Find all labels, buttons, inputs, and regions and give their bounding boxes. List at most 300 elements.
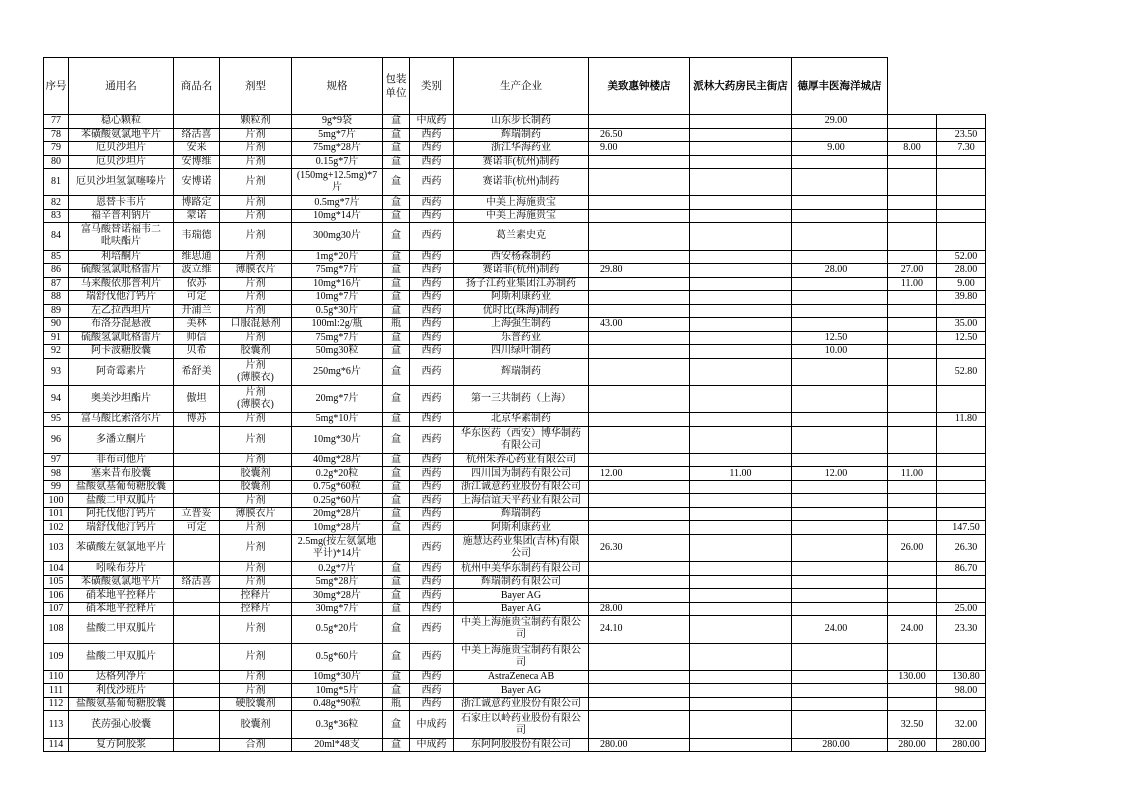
cell-manufacturer: 阿斯利康药业 — [454, 291, 589, 305]
cell-dosage-form: 片剂 — [220, 250, 292, 264]
cell-dosage-form: 薄膜衣片 — [220, 507, 292, 521]
cell-price-pailin-minzhujie — [690, 616, 792, 643]
cell-row-number: 81 — [44, 169, 69, 196]
cell-price-dehoufeng-haiyangcheng — [792, 494, 888, 508]
cell-package-unit: 盒 — [383, 738, 410, 752]
cell-manufacturer: 石家庄以岭药业股份有限公 司 — [454, 711, 589, 738]
cell-package-unit: 盒 — [383, 128, 410, 142]
cell-specification: 75mg*7片 — [292, 264, 383, 278]
cell-category: 西药 — [410, 385, 454, 412]
cell-price-dehoufeng-haiyangcheng — [792, 413, 888, 427]
cell-package-unit: 盒 — [383, 169, 410, 196]
cell-price-col-12 — [888, 155, 937, 169]
cell-price-col-13 — [937, 304, 986, 318]
cell-package-unit: 盒 — [383, 711, 410, 738]
cell-price-pailin-minzhujie — [690, 697, 792, 711]
table-row — [44, 196, 986, 210]
cell-specification: 10mg*14片 — [292, 209, 383, 223]
cell-brand-name: 贝希 — [174, 345, 220, 359]
cell-generic-name: 硝苯地平控释片 — [69, 602, 174, 616]
cell-category: 西药 — [410, 291, 454, 305]
cell-package-unit: 瓶 — [383, 318, 410, 332]
cell-price-pailin-minzhujie — [690, 169, 792, 196]
cell-package-unit: 盒 — [383, 616, 410, 643]
cell-price-meizhihui-zhonglou — [589, 670, 690, 684]
cell-price-dehoufeng-haiyangcheng — [792, 304, 888, 318]
cell-generic-name: 非布司他片 — [69, 453, 174, 467]
header-category: 类别 — [410, 58, 454, 115]
cell-brand-name: 依苏 — [174, 277, 220, 291]
cell-price-dehoufeng-haiyangcheng — [792, 169, 888, 196]
cell-price-meizhihui-zhonglou — [589, 115, 690, 129]
cell-brand-name: 蒙诺 — [174, 209, 220, 223]
cell-generic-name: 利伐沙班片 — [69, 684, 174, 698]
cell-brand-name: 安博维 — [174, 155, 220, 169]
cell-price-col-12 — [888, 385, 937, 412]
cell-generic-name: 硫酸氢氯吡格雷片 — [69, 331, 174, 345]
cell-manufacturer: Bayer AG — [454, 684, 589, 698]
cell-price-meizhihui-zhonglou: 280.00 — [589, 738, 690, 752]
cell-package-unit: 盒 — [383, 385, 410, 412]
cell-manufacturer: 四川绿叶制药 — [454, 345, 589, 359]
cell-price-pailin-minzhujie — [690, 562, 792, 576]
cell-price-meizhihui-zhonglou — [589, 711, 690, 738]
cell-row-number: 95 — [44, 413, 69, 427]
cell-generic-name: 芪苈强心胶囊 — [69, 711, 174, 738]
table-row — [44, 264, 986, 278]
cell-price-col-13 — [937, 426, 986, 453]
cell-package-unit: 盒 — [383, 413, 410, 427]
cell-manufacturer: 葛兰素史克 — [454, 223, 589, 250]
table-row — [44, 562, 986, 576]
cell-price-col-13: 130.80 — [937, 670, 986, 684]
cell-price-dehoufeng-haiyangcheng — [792, 277, 888, 291]
cell-price-pailin-minzhujie — [690, 507, 792, 521]
cell-manufacturer: 西安杨森制药 — [454, 250, 589, 264]
table-row — [44, 155, 986, 169]
cell-generic-name: 厄贝沙坦氢氯噻嗪片 — [69, 169, 174, 196]
cell-package-unit: 盒 — [383, 453, 410, 467]
cell-brand-name — [174, 602, 220, 616]
cell-dosage-form: 片剂 — [220, 575, 292, 589]
cell-package-unit — [383, 534, 410, 561]
cell-specification: 0.5g*30片 — [292, 304, 383, 318]
cell-row-number: 91 — [44, 331, 69, 345]
cell-price-pailin-minzhujie — [690, 494, 792, 508]
cell-generic-name: 左乙拉西坦片 — [69, 304, 174, 318]
cell-package-unit: 盒 — [383, 223, 410, 250]
cell-dosage-form: 片剂 — [220, 413, 292, 427]
cell-manufacturer: 辉瑞制药 — [454, 128, 589, 142]
cell-price-dehoufeng-haiyangcheng — [792, 711, 888, 738]
cell-manufacturer: 扬子江药业集团江苏制药 — [454, 277, 589, 291]
cell-brand-name: 可定 — [174, 521, 220, 535]
cell-category: 西药 — [410, 684, 454, 698]
table-row — [44, 169, 986, 196]
cell-brand-name — [174, 616, 220, 643]
cell-brand-name — [174, 115, 220, 129]
cell-generic-name: 阿卡波糖胶囊 — [69, 345, 174, 359]
cell-price-dehoufeng-haiyangcheng: 9.00 — [792, 142, 888, 156]
cell-manufacturer: 赛诺菲(杭州)制药 — [454, 155, 589, 169]
cell-row-number: 109 — [44, 643, 69, 670]
cell-price-meizhihui-zhonglou — [589, 385, 690, 412]
cell-price-pailin-minzhujie — [690, 738, 792, 752]
cell-price-meizhihui-zhonglou — [589, 589, 690, 603]
cell-specification: 10mg*5片 — [292, 684, 383, 698]
cell-package-unit: 盒 — [383, 602, 410, 616]
cell-generic-name: 利培酮片 — [69, 250, 174, 264]
cell-dosage-form: 片剂 — [220, 331, 292, 345]
cell-price-dehoufeng-haiyangcheng — [792, 562, 888, 576]
cell-category: 西药 — [410, 589, 454, 603]
cell-specification: 0.5g*60片 — [292, 643, 383, 670]
cell-specification: 0.15g*7片 — [292, 155, 383, 169]
cell-row-number: 94 — [44, 385, 69, 412]
cell-dosage-form: 控释片 — [220, 602, 292, 616]
table-row — [44, 575, 986, 589]
cell-price-meizhihui-zhonglou — [589, 575, 690, 589]
cell-price-meizhihui-zhonglou — [589, 453, 690, 467]
table-row — [44, 128, 986, 142]
cell-price-meizhihui-zhonglou — [589, 331, 690, 345]
cell-price-col-13: 9.00 — [937, 277, 986, 291]
table-row — [44, 209, 986, 223]
cell-category: 西药 — [410, 277, 454, 291]
cell-specification: 10mg*30片 — [292, 670, 383, 684]
cell-row-number: 101 — [44, 507, 69, 521]
cell-price-meizhihui-zhonglou — [589, 223, 690, 250]
cell-dosage-form: 胶囊剂 — [220, 480, 292, 494]
cell-price-dehoufeng-haiyangcheng — [792, 575, 888, 589]
cell-row-number: 102 — [44, 521, 69, 535]
cell-specification: 20mg*7片 — [292, 385, 383, 412]
cell-price-col-13: 52.80 — [937, 358, 986, 385]
cell-brand-name — [174, 589, 220, 603]
cell-specification: 0.48g*90粒 — [292, 697, 383, 711]
cell-row-number: 88 — [44, 291, 69, 305]
cell-specification: 300mg30片 — [292, 223, 383, 250]
cell-price-pailin-minzhujie — [690, 209, 792, 223]
cell-price-col-13: 11.80 — [937, 413, 986, 427]
cell-manufacturer: 东阿阿胶股份有限公司 — [454, 738, 589, 752]
header-store-meizhihui-zhonglou: 美致惠钟楼店 — [589, 58, 690, 115]
cell-dosage-form: 片剂 — [220, 643, 292, 670]
cell-price-meizhihui-zhonglou: 26.50 — [589, 128, 690, 142]
cell-price-dehoufeng-haiyangcheng — [792, 318, 888, 332]
cell-generic-name: 布洛芬混悬液 — [69, 318, 174, 332]
cell-dosage-form: 片剂 — [220, 534, 292, 561]
cell-category: 西药 — [410, 358, 454, 385]
cell-price-meizhihui-zhonglou — [589, 494, 690, 508]
cell-price-meizhihui-zhonglou — [589, 643, 690, 670]
cell-category: 中成药 — [410, 738, 454, 752]
cell-specification: 1mg*20片 — [292, 250, 383, 264]
cell-manufacturer: 中美上海施贵宝 — [454, 209, 589, 223]
cell-price-meizhihui-zhonglou — [589, 521, 690, 535]
cell-price-col-13: 52.00 — [937, 250, 986, 264]
cell-specification: 2.5mg(按左氨氯地 平计)*14片 — [292, 534, 383, 561]
cell-price-meizhihui-zhonglou: 12.00 — [589, 467, 690, 481]
cell-manufacturer: 乐普药业 — [454, 331, 589, 345]
cell-brand-name — [174, 711, 220, 738]
cell-price-col-12: 8.00 — [888, 142, 937, 156]
cell-category: 西药 — [410, 345, 454, 359]
cell-row-number: 114 — [44, 738, 69, 752]
cell-row-number: 89 — [44, 304, 69, 318]
cell-manufacturer: 施慧达药业集团(吉林)有限 公司 — [454, 534, 589, 561]
cell-brand-name — [174, 453, 220, 467]
cell-price-dehoufeng-haiyangcheng — [792, 697, 888, 711]
cell-price-pailin-minzhujie: 11.00 — [690, 467, 792, 481]
cell-package-unit: 盒 — [383, 575, 410, 589]
cell-brand-name: 络活喜 — [174, 128, 220, 142]
cell-generic-name: 盐酸二甲双胍片 — [69, 494, 174, 508]
cell-row-number: 79 — [44, 142, 69, 156]
cell-dosage-form: 胶囊剂 — [220, 711, 292, 738]
cell-price-col-12 — [888, 426, 937, 453]
cell-specification: 0.75g*60粒 — [292, 480, 383, 494]
cell-category: 西药 — [410, 697, 454, 711]
header-manufacturer: 生产企业 — [454, 58, 589, 115]
cell-dosage-form: 片剂 — [220, 684, 292, 698]
cell-price-dehoufeng-haiyangcheng — [792, 507, 888, 521]
cell-dosage-form: 片剂 — [220, 291, 292, 305]
cell-row-number: 103 — [44, 534, 69, 561]
cell-specification: 100ml:2g/瓶 — [292, 318, 383, 332]
cell-specification: 20mg*28片 — [292, 507, 383, 521]
cell-dosage-form: 片剂 — [220, 223, 292, 250]
cell-specification: 250mg*6片 — [292, 358, 383, 385]
cell-dosage-form: 片剂 — [220, 670, 292, 684]
cell-price-col-12 — [888, 589, 937, 603]
cell-price-dehoufeng-haiyangcheng — [792, 521, 888, 535]
cell-price-dehoufeng-haiyangcheng — [792, 291, 888, 305]
table-row — [44, 115, 986, 129]
cell-manufacturer: 中美上海施贵宝制药有限公 司 — [454, 616, 589, 643]
cell-dosage-form: 片剂 (薄膜衣) — [220, 385, 292, 412]
cell-price-col-12 — [888, 169, 937, 196]
cell-row-number: 98 — [44, 467, 69, 481]
cell-category: 西药 — [410, 413, 454, 427]
cell-package-unit: 盒 — [383, 480, 410, 494]
cell-manufacturer: 浙江诚意药业股份有限公司 — [454, 480, 589, 494]
table-row — [44, 453, 986, 467]
cell-price-col-12 — [888, 413, 937, 427]
cell-category: 西药 — [410, 494, 454, 508]
cell-price-meizhihui-zhonglou — [589, 697, 690, 711]
table-row — [44, 358, 986, 385]
cell-price-dehoufeng-haiyangcheng — [792, 358, 888, 385]
cell-price-dehoufeng-haiyangcheng — [792, 480, 888, 494]
cell-price-dehoufeng-haiyangcheng — [792, 684, 888, 698]
cell-specification: 0.25g*60片 — [292, 494, 383, 508]
cell-price-col-12: 26.00 — [888, 534, 937, 561]
cell-package-unit: 盒 — [383, 155, 410, 169]
table-row — [44, 711, 986, 738]
cell-dosage-form: 薄膜衣片 — [220, 264, 292, 278]
cell-category: 西药 — [410, 467, 454, 481]
cell-price-pailin-minzhujie — [690, 602, 792, 616]
cell-price-dehoufeng-haiyangcheng — [792, 155, 888, 169]
cell-brand-name: 安来 — [174, 142, 220, 156]
cell-price-pailin-minzhujie — [690, 589, 792, 603]
cell-specification: 5mg*10片 — [292, 413, 383, 427]
cell-price-dehoufeng-haiyangcheng: 12.00 — [792, 467, 888, 481]
cell-category: 西药 — [410, 453, 454, 467]
cell-price-col-12: 27.00 — [888, 264, 937, 278]
cell-row-number: 111 — [44, 684, 69, 698]
cell-brand-name: 波立维 — [174, 264, 220, 278]
cell-generic-name: 马来酸依那普利片 — [69, 277, 174, 291]
cell-package-unit: 盒 — [383, 196, 410, 210]
cell-price-col-13 — [937, 209, 986, 223]
table-row — [44, 223, 986, 250]
cell-price-col-13 — [937, 115, 986, 129]
cell-price-col-12: 130.00 — [888, 670, 937, 684]
cell-price-meizhihui-zhonglou — [589, 426, 690, 453]
cell-manufacturer: 阿斯利康药业 — [454, 521, 589, 535]
cell-row-number: 110 — [44, 670, 69, 684]
cell-package-unit: 盒 — [383, 358, 410, 385]
cell-package-unit: 盒 — [383, 291, 410, 305]
cell-price-meizhihui-zhonglou: 43.00 — [589, 318, 690, 332]
cell-price-pailin-minzhujie — [690, 521, 792, 535]
cell-price-col-13 — [937, 169, 986, 196]
cell-price-col-13 — [937, 643, 986, 670]
cell-price-col-12 — [888, 643, 937, 670]
cell-generic-name: 复方阿胶浆 — [69, 738, 174, 752]
cell-price-col-12 — [888, 602, 937, 616]
table-row — [44, 318, 986, 332]
cell-generic-name: 苯磺酸氨氯地平片 — [69, 128, 174, 142]
header-row — [44, 58, 986, 115]
table-row — [44, 738, 986, 752]
cell-price-pailin-minzhujie — [690, 318, 792, 332]
cell-specification: 5mg*28片 — [292, 575, 383, 589]
cell-generic-name: 福辛普利钠片 — [69, 209, 174, 223]
cell-dosage-form: 片剂 — [220, 277, 292, 291]
cell-price-pailin-minzhujie — [690, 684, 792, 698]
cell-price-col-12: 24.00 — [888, 616, 937, 643]
header-store-dehoufeng-haiyangcheng: 德厚丰医海洋城店 — [792, 58, 888, 115]
cell-price-col-13: 7.30 — [937, 142, 986, 156]
cell-package-unit: 盒 — [383, 331, 410, 345]
cell-generic-name: 吲哚布芬片 — [69, 562, 174, 576]
cell-brand-name: 开浦兰 — [174, 304, 220, 318]
cell-price-meizhihui-zhonglou: 26.30 — [589, 534, 690, 561]
table-row — [44, 304, 986, 318]
cell-price-dehoufeng-haiyangcheng: 10.00 — [792, 345, 888, 359]
table-row — [44, 250, 986, 264]
cell-category: 西药 — [410, 670, 454, 684]
cell-dosage-form: 控释片 — [220, 589, 292, 603]
cell-price-col-12 — [888, 453, 937, 467]
cell-row-number: 99 — [44, 480, 69, 494]
cell-brand-name: 维思通 — [174, 250, 220, 264]
cell-specification: (150mg+12.5mg)*7 片 — [292, 169, 383, 196]
cell-row-number: 105 — [44, 575, 69, 589]
cell-price-dehoufeng-haiyangcheng — [792, 128, 888, 142]
cell-brand-name — [174, 738, 220, 752]
cell-price-meizhihui-zhonglou — [589, 250, 690, 264]
cell-price-meizhihui-zhonglou: 24.10 — [589, 616, 690, 643]
cell-category: 西药 — [410, 480, 454, 494]
cell-package-unit: 盒 — [383, 115, 410, 129]
cell-package-unit: 瓶 — [383, 697, 410, 711]
cell-package-unit: 盒 — [383, 589, 410, 603]
cell-price-col-12 — [888, 494, 937, 508]
cell-category: 中成药 — [410, 711, 454, 738]
cell-category: 西药 — [410, 426, 454, 453]
cell-price-col-12 — [888, 358, 937, 385]
cell-dosage-form: 口服混悬剂 — [220, 318, 292, 332]
cell-price-dehoufeng-haiyangcheng: 29.00 — [792, 115, 888, 129]
cell-generic-name: 硫酸氢氯吡格雷片 — [69, 264, 174, 278]
cell-price-meizhihui-zhonglou — [589, 562, 690, 576]
cell-price-pailin-minzhujie — [690, 196, 792, 210]
cell-specification: 75mg*7片 — [292, 331, 383, 345]
cell-dosage-form: 片剂 — [220, 494, 292, 508]
cell-price-col-13 — [937, 223, 986, 250]
cell-category: 西药 — [410, 250, 454, 264]
cell-package-unit: 盒 — [383, 562, 410, 576]
cell-package-unit: 盒 — [383, 304, 410, 318]
cell-brand-name: 博路定 — [174, 196, 220, 210]
cell-category: 西药 — [410, 142, 454, 156]
table-row — [44, 385, 986, 412]
header-row-number: 序号 — [44, 58, 69, 115]
cell-specification: 40mg*28片 — [292, 453, 383, 467]
header-blank-13 — [937, 58, 986, 115]
cell-generic-name: 盐酸二甲双胍片 — [69, 616, 174, 643]
cell-price-col-13: 147.50 — [937, 521, 986, 535]
cell-brand-name: 韦瑞德 — [174, 223, 220, 250]
cell-generic-name: 奥美沙坦酯片 — [69, 385, 174, 412]
cell-price-col-13: 280.00 — [937, 738, 986, 752]
header-package-unit: 包装 单位 — [383, 58, 410, 115]
cell-price-col-12 — [888, 318, 937, 332]
cell-category: 中成药 — [410, 115, 454, 129]
cell-manufacturer: 辉瑞制药 — [454, 507, 589, 521]
cell-price-meizhihui-zhonglou — [589, 277, 690, 291]
cell-price-col-13: 23.30 — [937, 616, 986, 643]
cell-category: 西药 — [410, 521, 454, 535]
cell-price-col-13: 12.50 — [937, 331, 986, 345]
cell-price-col-12 — [888, 209, 937, 223]
cell-price-pailin-minzhujie — [690, 155, 792, 169]
cell-row-number: 85 — [44, 250, 69, 264]
cell-dosage-form: 片剂 — [220, 304, 292, 318]
cell-price-col-12: 280.00 — [888, 738, 937, 752]
cell-manufacturer: Bayer AG — [454, 589, 589, 603]
table-row — [44, 345, 986, 359]
cell-brand-name: 帅信 — [174, 331, 220, 345]
cell-specification: 30mg*28片 — [292, 589, 383, 603]
cell-price-pailin-minzhujie — [690, 453, 792, 467]
price-table — [43, 57, 986, 752]
cell-package-unit: 盒 — [383, 643, 410, 670]
cell-manufacturer: 中美上海施贵宝制药有限公 司 — [454, 643, 589, 670]
cell-manufacturer: 杭州朱养心药业有限公司 — [454, 453, 589, 467]
cell-generic-name: 厄贝沙坦片 — [69, 155, 174, 169]
cell-price-pailin-minzhujie — [690, 345, 792, 359]
table-row — [44, 534, 986, 561]
cell-price-col-13: 26.30 — [937, 534, 986, 561]
cell-price-dehoufeng-haiyangcheng — [792, 223, 888, 250]
cell-price-col-12 — [888, 291, 937, 305]
cell-row-number: 77 — [44, 115, 69, 129]
